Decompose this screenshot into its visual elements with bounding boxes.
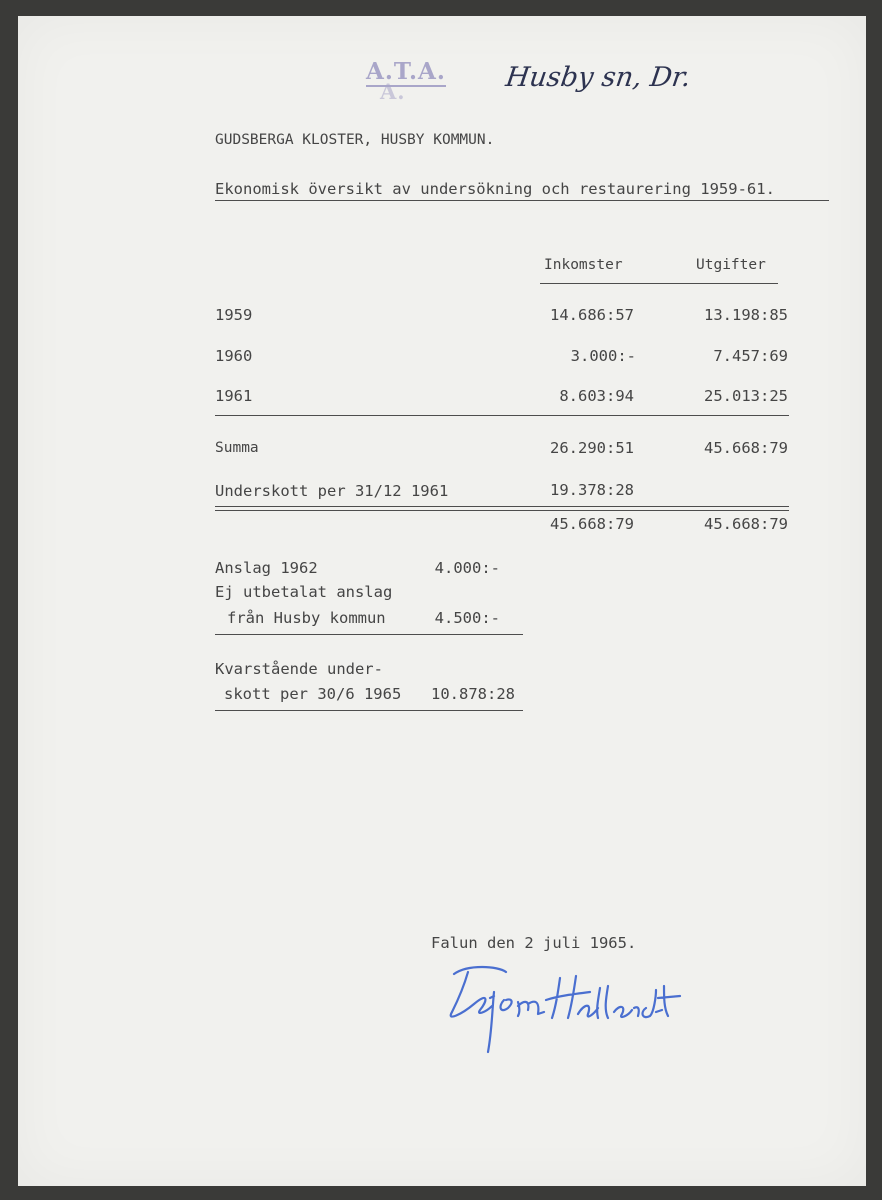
grants-rule: [215, 634, 523, 635]
deficit-income: 19.378:28: [550, 481, 634, 499]
total-income: 45.668:79: [550, 515, 634, 533]
remaining-rule: [215, 710, 523, 711]
remaining-label-line2: skott per 30/6 1965: [224, 685, 402, 703]
document-page: [18, 16, 866, 1186]
row-income: 8.603:94: [559, 387, 634, 405]
remaining-label-line1: Kvarstående under-: [215, 660, 383, 678]
grant-label: från Husby kommun: [227, 609, 386, 627]
totals-rule-double: [215, 510, 789, 511]
row-income: 14.686:57: [550, 306, 634, 324]
grant-amount: 4.000:-: [434, 559, 500, 577]
subheading-underline: [215, 200, 829, 201]
years-rule: [215, 415, 789, 416]
row-year: 1959: [215, 306, 253, 324]
summa-expenses: 45.668:79: [704, 439, 788, 457]
ata-stamp-shadow: A.: [380, 79, 406, 104]
row-year: 1960: [215, 347, 253, 365]
summa-income: 26.290:51: [550, 439, 634, 457]
total-expenses: 45.668:79: [704, 515, 788, 533]
row-income: 3.000:-: [570, 347, 636, 365]
ata-stamp: A.T.A.: [366, 58, 446, 85]
row-expenses: 7.457:69: [713, 347, 788, 365]
deficit-label: Underskott per 31/12 1961: [215, 482, 449, 500]
place-date: Falun den 2 juli 1965.: [431, 934, 637, 952]
column-header-income: Inkomster: [544, 257, 623, 273]
summa-label: Summa: [215, 440, 259, 456]
remaining-amount: 10.878:28: [431, 685, 515, 703]
grant-label: Anslag 1962: [215, 559, 318, 577]
column-header-expenses: Utgifter: [696, 257, 766, 273]
signature: [428, 956, 688, 1066]
row-year: 1961: [215, 387, 253, 405]
header-underline: [540, 283, 778, 284]
row-expenses: 25.013:25: [704, 387, 788, 405]
document-heading: GUDSBERGA KLOSTER, HUSBY KOMMUN.: [215, 132, 495, 148]
totals-rule: [215, 506, 789, 507]
grant-amount: 4.500:-: [434, 609, 500, 627]
document-subheading: Ekonomisk översikt av undersökning och restaurering 1959-61.: [215, 180, 775, 198]
handwritten-note: Husby sn, Dr.: [503, 62, 693, 93]
row-expenses: 13.198:85: [704, 306, 788, 324]
grant-label: Ej utbetalat anslag: [215, 583, 393, 601]
